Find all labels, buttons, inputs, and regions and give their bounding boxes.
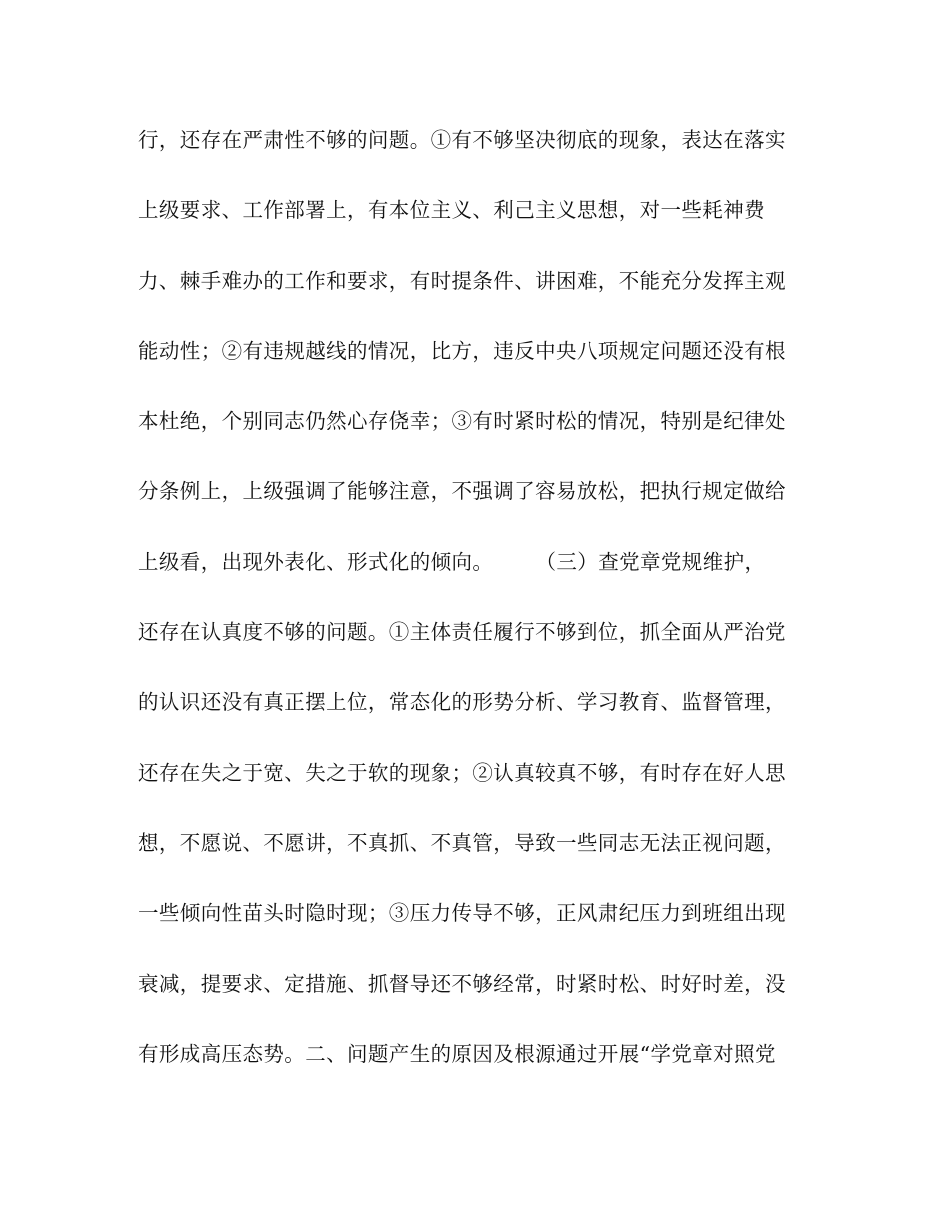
text-line: 的认识还没有真正摆上位，常态化的形势分析、学习教育、监督管理，: [138, 690, 786, 715]
text-line: 上级要求、工作部署上，有本位主义、利己主义思想，对一些耗神费: [138, 198, 765, 223]
text-line: 行，还存在严肃性不够的问题。①有不够坚决彻底的现象，表达在落实: [138, 128, 786, 152]
text-line: 想，不愿说、不愿讲，不真抓、不真管，导致一些同志无法正视问题，: [138, 830, 786, 855]
text-line: 一些倾向性苗头时隐时现；③压力传导不够，正风肃纪压力到班组出现: [138, 901, 786, 926]
text-line: 衰减，提要求、定措施、抓督导还不够经常，时紧时松、时好时差，没: [138, 971, 786, 996]
text-line: 本杜绝，个别同志仍然心存侥幸；③有时紧时松的情况，特别是纪律处: [138, 409, 786, 434]
text-line: 能动性；②有违规越线的情况，比方，违反中央八项规定问题还没有根: [138, 338, 786, 363]
text-line: 还存在认真度不够的问题。①主体责任履行不够到位，抓全面从严治党: [138, 620, 786, 645]
text-line: 力、棘手难办的工作和要求，有时提条件、讲困难，不能充分发挥主观: [138, 268, 786, 293]
body-text: [138, 118, 838, 1102]
text-line: 还存在失之于宽、失之于软的现象；②认真较真不够，有时存在好人思: [138, 760, 786, 785]
text-line: 分条例上，上级强调了能够注意，不强调了容易放松，把执行规定做给: [138, 479, 786, 504]
text-line: 上级看，出现外表化、形式化的倾向。 （三）查党章党规维护，: [138, 549, 766, 574]
text-line: 有形成高压态势。二、问题产生的原因及根源通过开展“学党章对照党: [138, 1041, 776, 1066]
